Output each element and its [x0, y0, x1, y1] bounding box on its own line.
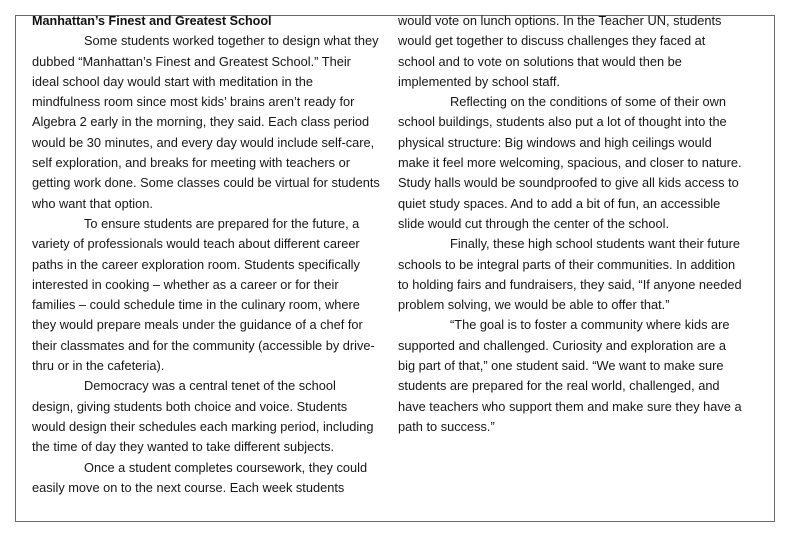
article-paragraph-continued: would vote on lunch options. In the Teacher UN, students would get together to discuss challenges they faced at school and to vote on solutions that would then be implemented by school staff. — [398, 13, 722, 89]
article-paragraph: Once a student completes coursework, they could easily move on to the next course. Each week students — [32, 459, 368, 495]
article-paragraph: Reflecting on the conditions of some of their own school buildings, students also put a lot of thought into the physical structure: Big windows and high ceilings would make it feel more welcoming, spacious, and closer to nature. Study halls would be soundproofed to give all kids access to quiet study spaces. And to add a bit of fun, an accessible slide would cut through the center of the school. — [398, 94, 742, 231]
article-title: Manhattan’s Finest and Greatest School — [32, 14, 272, 28]
article-paragraph: Some students worked together to design what they dubbed “Manhattan’s Finest and Greatest School.” Their ideal school day would start with meditation in the mindfulness room since most kids’ brains aren’t ready for Algebra 2 early in the morning, they said. Each class period would be 30 minutes, and every day would include self-care, self exploration, and breaks for meeting with teachers or getting work done. Some classes could be virtual for students who want that option. — [32, 33, 380, 211]
article-paragraph: Democracy was a central tenet of the school design, giving students both choice and voice. Students would design their schedules each marking period, including the time of day they wanted to take different subjects. — [32, 378, 374, 455]
article-paragraph: “The goal is to foster a community where kids are supported and challenged. Curiosity and exploration are a big part of that,” one student said. “We want to make sure students are prepared for the real world, challenged, and have teachers who support them and make sure they have a path to success.” — [398, 317, 742, 434]
article-paragraph: Finally, these high school students want their future schools to be integral parts of their communities. In addition to holding fairs and fundraisers, they said, “If anyone needed problem solving, we would be able to offer that.” — [398, 236, 742, 313]
article-paragraph: To ensure students are prepared for the future, a variety of professionals would teach about different career paths in the career exploration room. Students specifically interested in cooking – whether as a career or for their families – could schedule time in the culinary room, where they would prepare meals under the guidance of a chef for their classmates and for the community (accessible by drive-thru or in the cafeteria). — [32, 215, 375, 374]
article-column-right — [398, 11, 744, 437]
article-column-left — [32, 11, 380, 498]
